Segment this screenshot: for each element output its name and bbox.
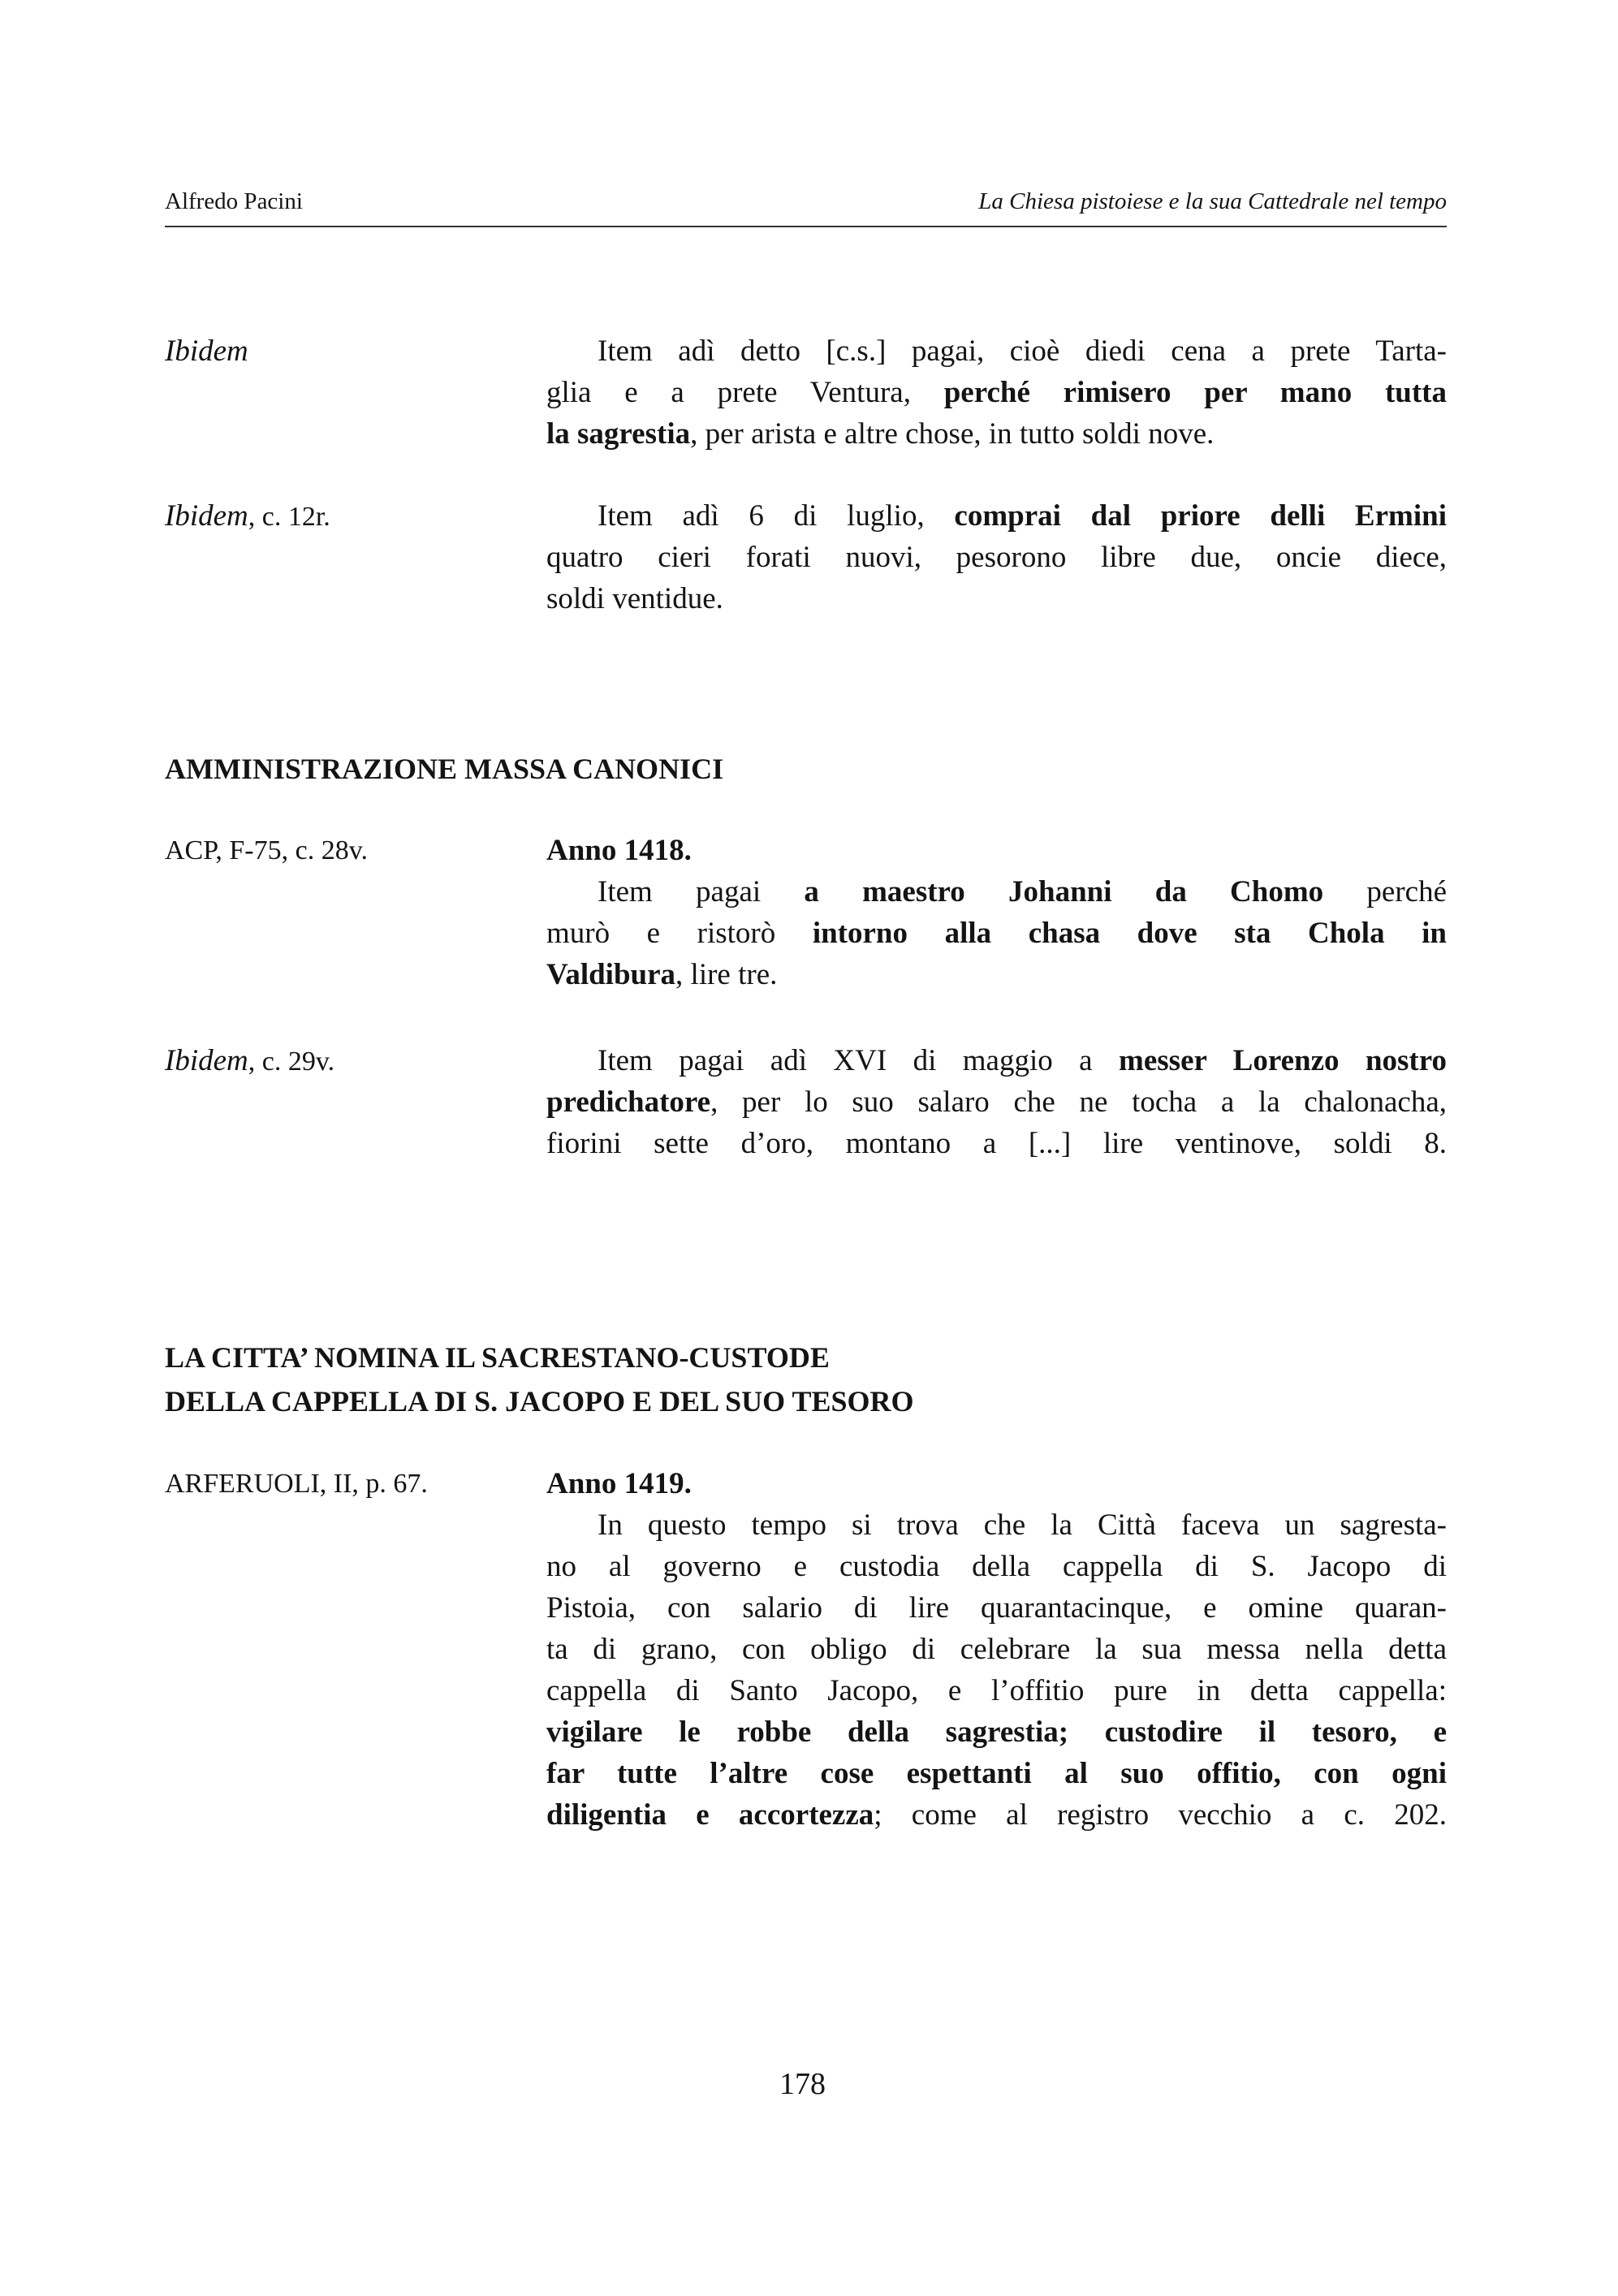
source-citation bbox=[165, 1463, 428, 1505]
text-line bbox=[546, 1123, 1447, 1164]
section-heading-line: AMMINISTRAZIONE MASSA CANONICI bbox=[165, 753, 724, 785]
text-segment: perché bbox=[1323, 875, 1447, 908]
header-rule bbox=[165, 226, 1447, 227]
text-segment: , per arista e altre chose, in tutto soldi nove. bbox=[690, 417, 1215, 451]
text-segment: cappella di Santo Jacopo, e l’offitio pure in detta cappella: bbox=[546, 1674, 1447, 1707]
text-line bbox=[546, 372, 1447, 413]
text-segment: In questo tempo si trova che la Città faceva un sagresta- bbox=[598, 1508, 1447, 1542]
text-segment: fiorini sette d’oro, montano a [...] lire ventinove, soldi 8. bbox=[546, 1127, 1447, 1160]
bold-text: predichatore bbox=[546, 1085, 711, 1119]
bold-text: Anno 1418. bbox=[546, 834, 692, 867]
citation-part: Ibidem bbox=[165, 334, 248, 368]
source-citation bbox=[165, 1040, 334, 1083]
bold-text: diligentia e accortezza bbox=[546, 1798, 874, 1832]
source-citation bbox=[165, 495, 330, 538]
bold-text: far tutte l’altre cose espettanti al suo offitio, con ogni bbox=[546, 1757, 1447, 1790]
citation-part: , c. 12r. bbox=[248, 502, 330, 532]
text-line bbox=[546, 1463, 1447, 1504]
bold-text: Anno 1419. bbox=[546, 1467, 692, 1500]
bold-text: Valdibura bbox=[546, 958, 676, 991]
entry-text bbox=[546, 1040, 1447, 1164]
text-line bbox=[546, 537, 1447, 578]
section-heading bbox=[165, 1336, 914, 1423]
text-segment: , lire tre. bbox=[675, 958, 778, 991]
text-segment: Item pagai bbox=[598, 875, 805, 908]
text-line bbox=[546, 413, 1447, 455]
entry-text bbox=[546, 1463, 1447, 1836]
bold-text: la sagrestia bbox=[546, 417, 691, 451]
text-segment: Item adì 6 di luglio, bbox=[598, 499, 955, 533]
entry-text bbox=[546, 495, 1447, 619]
text-line bbox=[546, 578, 1447, 619]
text-segment: soldi ventidue. bbox=[546, 582, 723, 615]
text-segment: ; come al registro vecchio a c. 202. bbox=[874, 1798, 1447, 1832]
running-header-title: La Chiesa pistoiese e la sua Cattedrale nel tempo bbox=[978, 188, 1447, 214]
entry-text bbox=[546, 330, 1447, 455]
text-line bbox=[546, 330, 1447, 372]
citation-part: ACP, F-75, c. 28v. bbox=[165, 835, 368, 865]
text-line bbox=[546, 1546, 1447, 1587]
text-line bbox=[546, 1670, 1447, 1711]
text-line bbox=[546, 1711, 1447, 1753]
bold-text: perché rimisero per mano tutta bbox=[943, 376, 1448, 409]
text-line bbox=[546, 1753, 1447, 1794]
section-heading bbox=[165, 747, 723, 791]
text-line bbox=[546, 830, 1447, 871]
text-line bbox=[546, 495, 1447, 537]
text-line bbox=[546, 871, 1447, 913]
bold-text: a maestro Johanni da Chomo bbox=[804, 875, 1324, 908]
text-segment: murò e ristorò bbox=[546, 917, 813, 950]
bold-text: messer Lorenzo nostro bbox=[1119, 1044, 1447, 1077]
text-segment: ta di grano, con obligo di celebrare la sua messa nella detta bbox=[546, 1633, 1447, 1666]
page-number: 178 bbox=[779, 2067, 826, 2101]
entry-text bbox=[546, 830, 1447, 995]
text-line bbox=[546, 1794, 1447, 1836]
running-header-author: Alfredo Pacini bbox=[165, 188, 303, 214]
text-segment: , per lo suo salaro che ne tocha a la chalonacha, bbox=[710, 1085, 1447, 1119]
text-segment: no al governo e custodia della cappella di S. Jacopo di bbox=[546, 1550, 1447, 1583]
section-heading-line: LA CITTA’ NOMINA IL SACRESTANO-CUSTODE bbox=[165, 1341, 830, 1374]
citation-part: ARFERUOLI, II, p. 67. bbox=[165, 1469, 428, 1499]
text-segment: glia e a prete Ventura, bbox=[546, 376, 944, 409]
text-segment: Pistoia, con salario di lire quarantacinque, e omine quaran- bbox=[546, 1591, 1447, 1625]
bold-text: vigilare le robbe della sagrestia; custodire il tesoro, e bbox=[546, 1716, 1447, 1749]
text-line bbox=[546, 954, 1447, 995]
text-line bbox=[546, 1040, 1447, 1081]
citation-part: , c. 29v. bbox=[248, 1047, 335, 1077]
bold-text: comprai dal priore delli Ermini bbox=[954, 499, 1447, 533]
citation-part: Ibidem bbox=[165, 1044, 248, 1077]
text-line bbox=[546, 1587, 1447, 1629]
source-citation bbox=[165, 330, 248, 373]
text-line bbox=[546, 1081, 1447, 1123]
source-citation bbox=[165, 830, 368, 872]
bold-text: intorno alla chasa dove sta Chola in bbox=[812, 917, 1448, 950]
text-line bbox=[546, 1629, 1447, 1670]
text-segment: Item pagai adì XVI di maggio a bbox=[598, 1044, 1120, 1077]
text-segment: quatro cieri forati nuovi, pesorono libre due, oncie diece, bbox=[546, 541, 1447, 574]
citation-part: Ibidem bbox=[165, 499, 248, 533]
text-line bbox=[546, 913, 1447, 954]
section-heading-line: DELLA CAPPELLA DI S. JACOPO E DEL SUO TESORO bbox=[165, 1385, 914, 1418]
text-segment: Item adì detto [c.s.] pagai, cioè diedi cena a prete Tarta- bbox=[598, 334, 1447, 368]
text-line bbox=[546, 1504, 1447, 1546]
